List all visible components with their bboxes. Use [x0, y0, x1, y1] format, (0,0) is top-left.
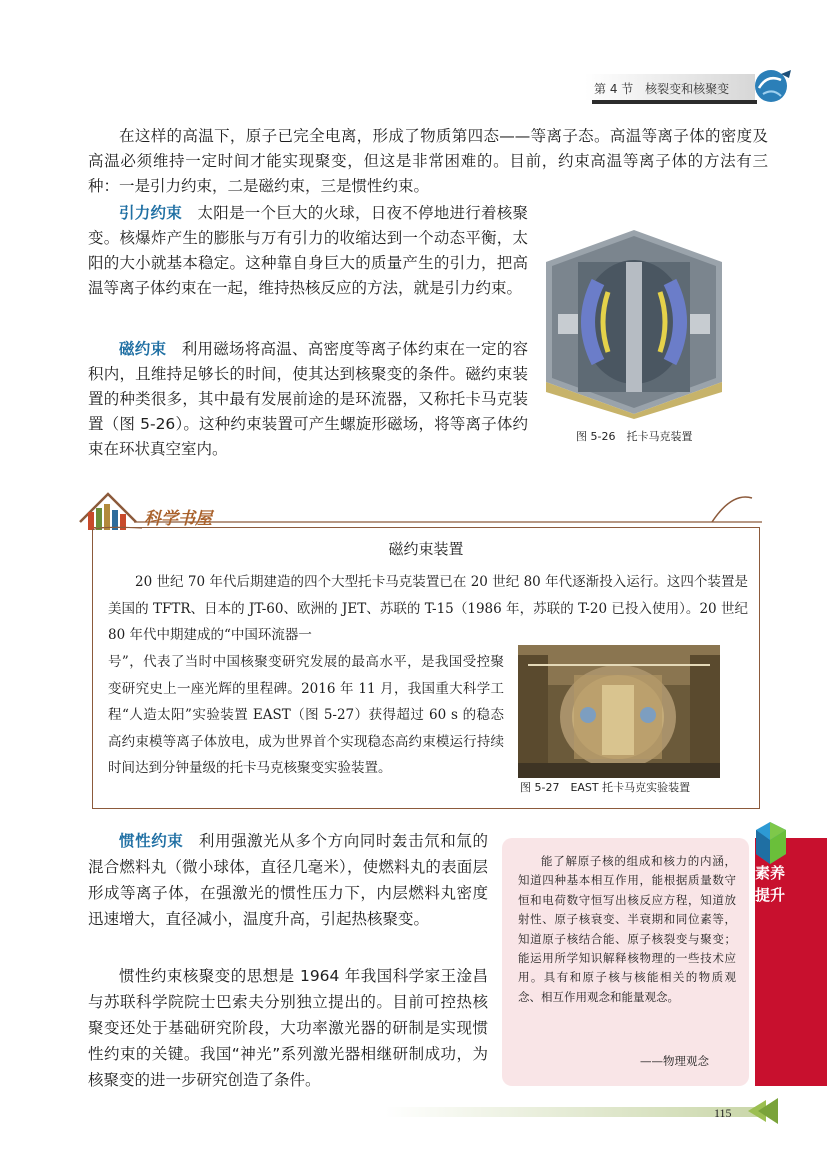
history-paragraph: 惯性约束核聚变的思想是 1964 年我国科学家王淦昌与苏联科学院院士巴索夫分别独立提出的。目前可控热核聚变还处于基础研究阶段，大功率激光器的研制是实现惯性约束的关键。我国“神光”系列激光器相继研制成功，为核聚变的进一步研究创造了条件。: [88, 967, 488, 1089]
page-triangle-icon: [744, 1096, 784, 1126]
page-number: 115: [714, 1106, 732, 1120]
gravitational-keyword: 引力约束: [119, 204, 182, 222]
magnetic-keyword: 磁约束: [119, 340, 167, 358]
chapter-logo-icon: [747, 64, 797, 104]
literacy-tab-label: 素养提升: [755, 864, 786, 904]
literacy-text: 能了解原子核的组成和核力的内涵，知道四种基本相互作用，能根据质量数守恒和电荷数守恒写出核反应方程，知道放射性、原子核衰变、半衰期和同位素等，知道原子核结合能、原子核裂变与聚变；能运用所学知识解释核物理的一些技术应用。具有和原子核与核能相关的物质观念、相互作用观念和能量观念。: [518, 854, 736, 1004]
science-bookhouse-text-wrap: 号”，代表了当时中国核聚变研究发展的最高水平，是我国受控聚变研究史上一座光辉的里程碑。2016 年 11 月，我国重大科学工程“人造太阳”实验装置 EAST（图 5-27）获得超过 60 s 的稳态高约束模等离子体放电，成为世界首个实现稳态高约束模运行持续时间达到分钟量级的托卡马克核聚变实验装置。: [108, 654, 504, 776]
literacy-signature: ——物理观念: [640, 1054, 709, 1068]
footer-gradient-bar: [385, 1107, 765, 1117]
inertial-paragraph: [88, 828, 488, 932]
science-bookhouse-text-top: 20 世纪 70 年代后期建造的四个大型托卡马克装置已在 20 世纪 80 年代逐渐投入运行。这四个装置是美国的 TFTR、日本的 JT-60、欧洲的 JET、苏联的 T-15（1986 年，苏联的 T-20 已投入使用）。20 世纪 80 年代中期建成的“中国环流器一: [108, 574, 748, 643]
section-label: 第 4 节: [594, 82, 634, 96]
intro-paragraph: 在这样的高温下，原子已完全电离，形成了物质第四态——等离子态。高温等离子体的密度及高温必须维持一定时间才能实现聚变，但这是非常困难的。目前，约束高温等离子体的方法有三种：一是引力约束，二是磁约束，三是惯性约束。: [88, 127, 768, 195]
figure-5-26-caption: 图 5-26 托卡马克装置: [576, 430, 693, 443]
magnetic-paragraph: [88, 337, 528, 462]
tokamak-figure: [538, 222, 730, 419]
header-rule: [592, 100, 757, 104]
section-title: 核裂变和核聚变: [645, 82, 730, 96]
inertial-text: 利用强激光从多个方向同时轰击氘和氚的混合燃料丸（微小球体，直径几毫米），使燃料丸的表面层形成等离子体，在强激光的惯性压力下，内层燃料丸密度迅速增大，直径减小，温度升高，引起热核聚变。: [88, 832, 488, 928]
gravitational-text: 太阳是一个巨大的火球，日夜不停地进行着核聚变。核爆炸产生的膨胀与万有引力的收缩达到一个动态平衡，太阳的大小就基本稳定。这种靠自身巨大的质量产生的引力，把高温等离子体约束在一起，维持热核反应的方法，就是引力约束。: [88, 204, 528, 297]
gravitational-paragraph: [88, 201, 528, 301]
science-bookhouse-label: 科学书屋: [144, 509, 212, 529]
section-header: [594, 80, 729, 97]
science-bookhouse-heading: 磁约束装置: [388, 540, 464, 558]
magnetic-text: 利用磁场将高温、高密度等离子体约束在一定的容积内，且维持足够长的时间，使其达到核聚变的条件。磁约束装置的种类很多，其中最有发展前途的是环流器，又称托卡马克装置（图 5-26）。这种约束装置可产生螺旋形磁场，将等离子体约束在环状真空室内。: [88, 340, 528, 458]
figure-5-27-caption: 图 5-27 EAST 托卡马克实验装置: [520, 781, 691, 794]
inertial-keyword: 惯性约束: [119, 832, 184, 850]
east-tokamak-photo: [518, 645, 720, 778]
